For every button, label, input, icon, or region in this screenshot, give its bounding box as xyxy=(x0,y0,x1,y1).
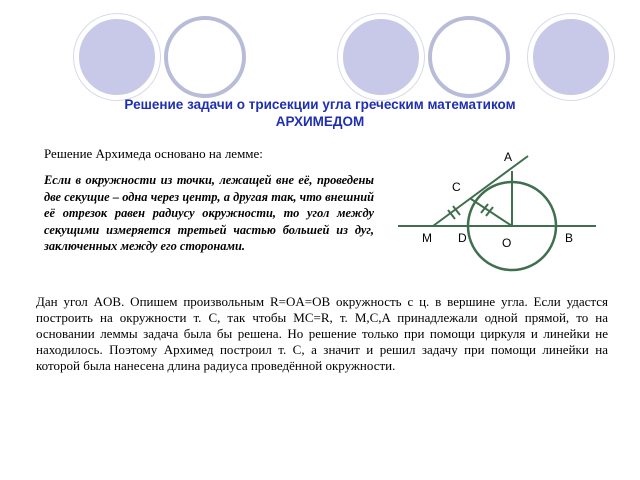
label-m: M xyxy=(422,231,432,245)
intro-text: Решение Архимеда основано на лемме: xyxy=(44,146,263,161)
title-line-2: АРХИМЕДОМ xyxy=(275,114,365,129)
radius-oc xyxy=(471,199,512,226)
decor-circle xyxy=(164,16,246,98)
tick-mark xyxy=(486,207,493,216)
label-o: O xyxy=(502,236,512,250)
label-d: D xyxy=(458,231,467,245)
label-a: A xyxy=(504,150,513,164)
decor-circle xyxy=(528,14,614,100)
decor-circle xyxy=(428,16,510,98)
secant-mca xyxy=(433,156,528,226)
lemma-text: Если в окружности из точки, лежащей вне её, проведены две секущие – одна через центр, а другая так, что внешний её отрезок равен радиусу окружности, то угол между секущими измеряется третьей частью большей из дуг, заключенных между его сторонами. xyxy=(44,173,374,254)
decor-circle xyxy=(338,14,424,100)
decorative-circles xyxy=(0,0,640,90)
page-title xyxy=(40,96,600,130)
decor-circle xyxy=(74,14,160,100)
label-c: C xyxy=(452,180,461,194)
label-b: B xyxy=(565,231,574,245)
body-text: Дан угол AOB. Опишем произвольным R=OA=OB окружность с ц. в вершине угла. Если удастся построить на окружности т. С, так чтобы MC=R, т. M,C,A принадлежали одной прямой, то на основании леммы задача была бы решена. Но решение только при помощи циркуля и линейки не находилось. Поэтому Архимед построил т. С, а значит и решил задачу при помощи линейки на которой была нанесена длина радиуса проведённой окружности. xyxy=(36,294,608,373)
geometry-diagram xyxy=(392,140,602,275)
title-line-1: Решение задачи о трисекции угла греческим математиком xyxy=(124,97,516,112)
